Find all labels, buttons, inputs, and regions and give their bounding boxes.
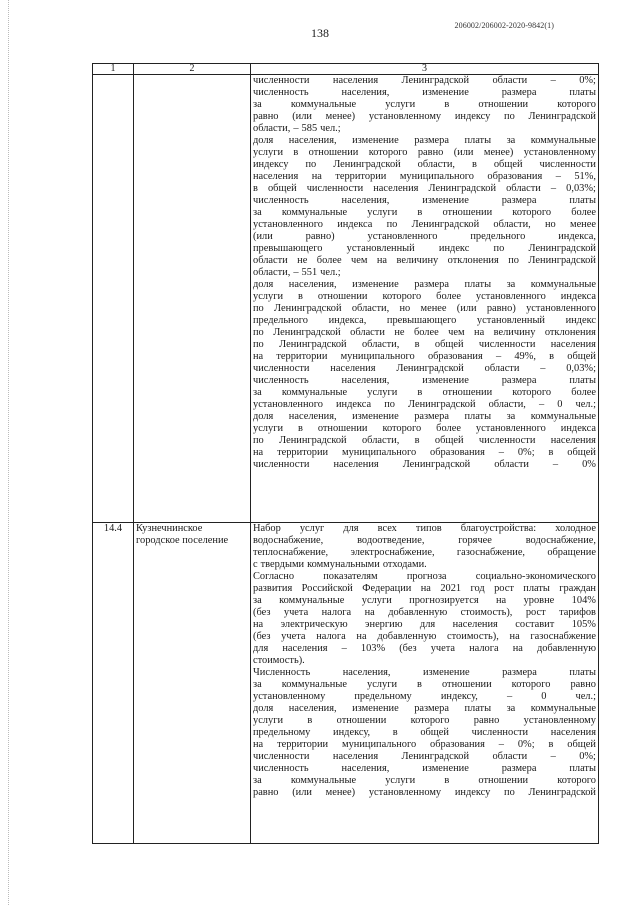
text-line: на территории муниципального образования – 0%; в общей [253, 739, 596, 750]
text-line: Численность населения, изменение размера платы [253, 667, 596, 678]
text-line: на территории муниципального образования – 0%; в общей [253, 447, 596, 458]
text-line: развития Российской Федерации на 2021 год рост платы граждан [253, 583, 596, 594]
text-line: численность населения, изменение размера платы [253, 375, 596, 386]
text-line: (без учета налога на добавленную стоимость), рост тарифов [253, 607, 596, 618]
text-line: (или равно) установленного предельного индекса, [253, 231, 596, 242]
column-number-3: 3 [251, 64, 599, 75]
text-line: для населения – 103% (без учета налога на добавленную [253, 643, 596, 654]
page-number: 138 [311, 26, 329, 40]
text-line: за коммунальные услуги в отношении которого равно [253, 679, 596, 690]
text-line: индексу по Ленинградской области, в общей численности [253, 159, 596, 170]
table-row [93, 523, 599, 844]
text-line: стоимость). [253, 655, 305, 666]
text-line: услуги в отношении которого более установленного индекса [253, 423, 596, 434]
text-line: доля населения, изменение размера платы за коммунальные [253, 703, 596, 714]
text-line: за коммунальные услуги в отношении которого [253, 775, 596, 786]
text-line: предельного индекса, превышающего установленный индекс [253, 315, 596, 326]
text-line: равно (или менее) установленному индексу по Ленинградской [253, 787, 596, 798]
text-line: услуги в отношении которого более установленного индекса [253, 291, 596, 302]
text-line: по Ленинградской области не более чем на величину отклонения [253, 327, 596, 338]
text-line: равно (или менее) установленному индексу по Ленинградской [253, 111, 596, 122]
text-line: по Ленинградской области, в общей численности населения [253, 339, 596, 350]
text-line: установленного индекса по Ленинградской области, – 0 чел.; [253, 399, 596, 410]
text-line: предельному индексу, в общей численности населения [253, 727, 596, 738]
text-line: за коммунальные услуги в отношении которого более [253, 387, 596, 398]
text-line: установленному предельному индексу, – 0 чел.; [253, 691, 596, 702]
text-line: численность населения, изменение размера платы [253, 87, 596, 98]
column-number-1: 1 [93, 64, 134, 75]
text-line: численности населения Ленинградской области – 0,03%; [253, 363, 596, 374]
table-header-row [93, 64, 599, 75]
document-table [92, 63, 599, 844]
text-line: доля населения, изменение размера платы за коммунальные [253, 411, 596, 422]
column-number-2: 2 [134, 64, 251, 75]
text-line: населения на территории муниципального образования – 51%, [253, 171, 596, 182]
text-line: водоснабжение, водоотведение, горячее водоснабжение, [253, 535, 596, 546]
text-line: превышающего установленный индекс по Ленинградской [253, 243, 596, 254]
text-line: услуги в отношении которого равно установленному [253, 715, 596, 726]
text-line: по Ленинградской области, в общей численности населения [253, 435, 596, 446]
text-line: установленного индекса по Ленинградской области, но менее [253, 219, 596, 230]
text-line: (без учета налога на добавленную стоимость), на газоснабжение [253, 631, 596, 642]
text-line: области, – 551 чел.; [253, 267, 341, 278]
text-line: численности населения Ленинградской области – 0%; [253, 75, 596, 86]
text-line: в общей численности населения Ленинградской области – 0,03%; [253, 183, 596, 194]
text-line: теплоснабжение, электроснабжение, газоснабжение, обращение [253, 547, 596, 558]
row-text [251, 75, 599, 523]
text-line: с твердыми коммунальными отходами. [253, 559, 427, 570]
row-text [251, 523, 599, 844]
settlement-name [134, 75, 251, 523]
text-line: численность населения, изменение размера платы [253, 195, 596, 206]
text-line: доля населения, изменение размера платы за коммунальные [253, 279, 596, 290]
text-line: области не более чем на величину отклонения по Ленинградской [253, 255, 596, 266]
table-row [93, 75, 599, 523]
document-id: 206002/206002-2020-9842(1) [454, 21, 554, 30]
row-number [93, 75, 134, 523]
text-line: за коммунальные услуги прогнозируется на уровне 104% [253, 595, 596, 606]
text-line: по Ленинградской области, но менее (или равно) установленного [253, 303, 596, 314]
text-line: на территории муниципального образования – 49%, в общей [253, 351, 596, 362]
text-line: области, – 585 чел.; [253, 123, 341, 134]
settlement-name: Кузнечнинское городское поселение [134, 523, 251, 844]
text-line: Согласно показателям прогноза социально-экономического [253, 571, 596, 582]
text-line: за коммунальные услуги в отношении которого более [253, 207, 596, 218]
text-line: Набор услуг для всех типов благоустройства: холодное [253, 523, 596, 534]
text-line: услуги в отношении которого равно (или менее) установленному [253, 147, 596, 158]
text-line: на электрическую энергию для населения составит 105% [253, 619, 596, 630]
text-line: доля населения, изменение размера платы за коммунальные [253, 135, 596, 146]
row-number: 14.4 [93, 523, 134, 844]
text-line: численности населения Ленинградской области – 0%; [253, 751, 596, 762]
text-line: численности населения Ленинградской области – 0% [253, 459, 596, 470]
text-line: численность населения, изменение размера платы [253, 763, 596, 774]
text-line: за коммунальные услуги в отношении которого [253, 99, 596, 110]
scan-edge [0, 0, 9, 905]
